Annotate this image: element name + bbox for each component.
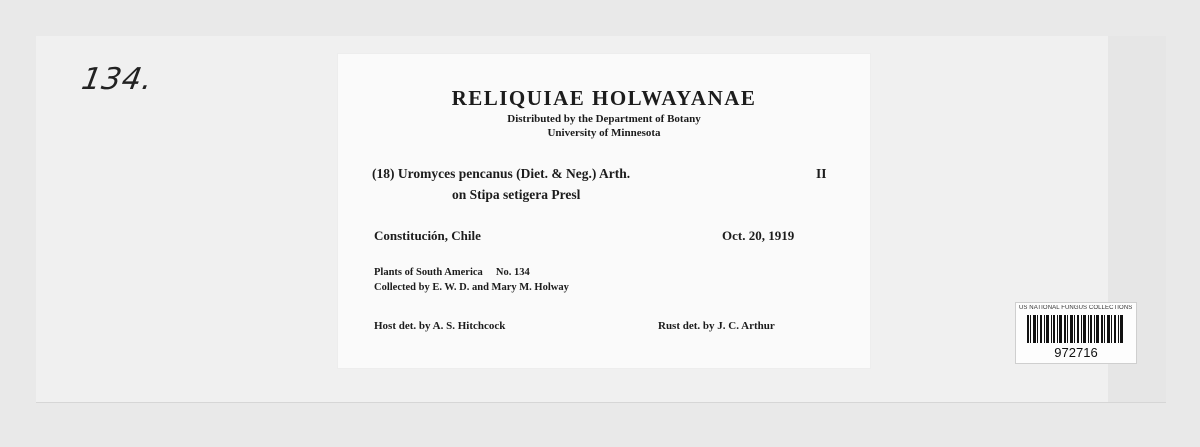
barcode-label [1015, 302, 1137, 364]
host-determiner: Host det. by A. S. Hitchcock [374, 320, 506, 332]
spore-stage: II [816, 166, 827, 181]
barcode-institution: US NATIONAL FUNGUS COLLECTIONS [1019, 305, 1133, 311]
barcode-number: 972716 [1054, 345, 1098, 360]
collection-locality: Constitución, Chile [374, 228, 481, 243]
handwritten-accession-number: 134. [78, 62, 156, 97]
specimen-label [338, 54, 870, 368]
host-plant: on Stipa setigera Presl [452, 187, 581, 202]
label-subtitle-line2: University of Minnesota [547, 127, 661, 139]
species-name: (18) Uromyces pencanus (Diet. & Neg.) Arth. [372, 166, 631, 181]
rust-determiner: Rust det. by J. C. Arthur [658, 320, 775, 332]
collectors: Collected by E. W. D. and Mary M. Holway [374, 282, 569, 293]
series-number: Plants of South America No. 134 [374, 267, 530, 278]
collection-date: Oct. 20, 1919 [722, 228, 795, 243]
barcode-graphic [1027, 315, 1125, 343]
label-title: RELIQUIAE HOLWAYANAE [451, 86, 757, 110]
label-subtitle-line1: Distributed by the Department of Botany [507, 113, 701, 125]
